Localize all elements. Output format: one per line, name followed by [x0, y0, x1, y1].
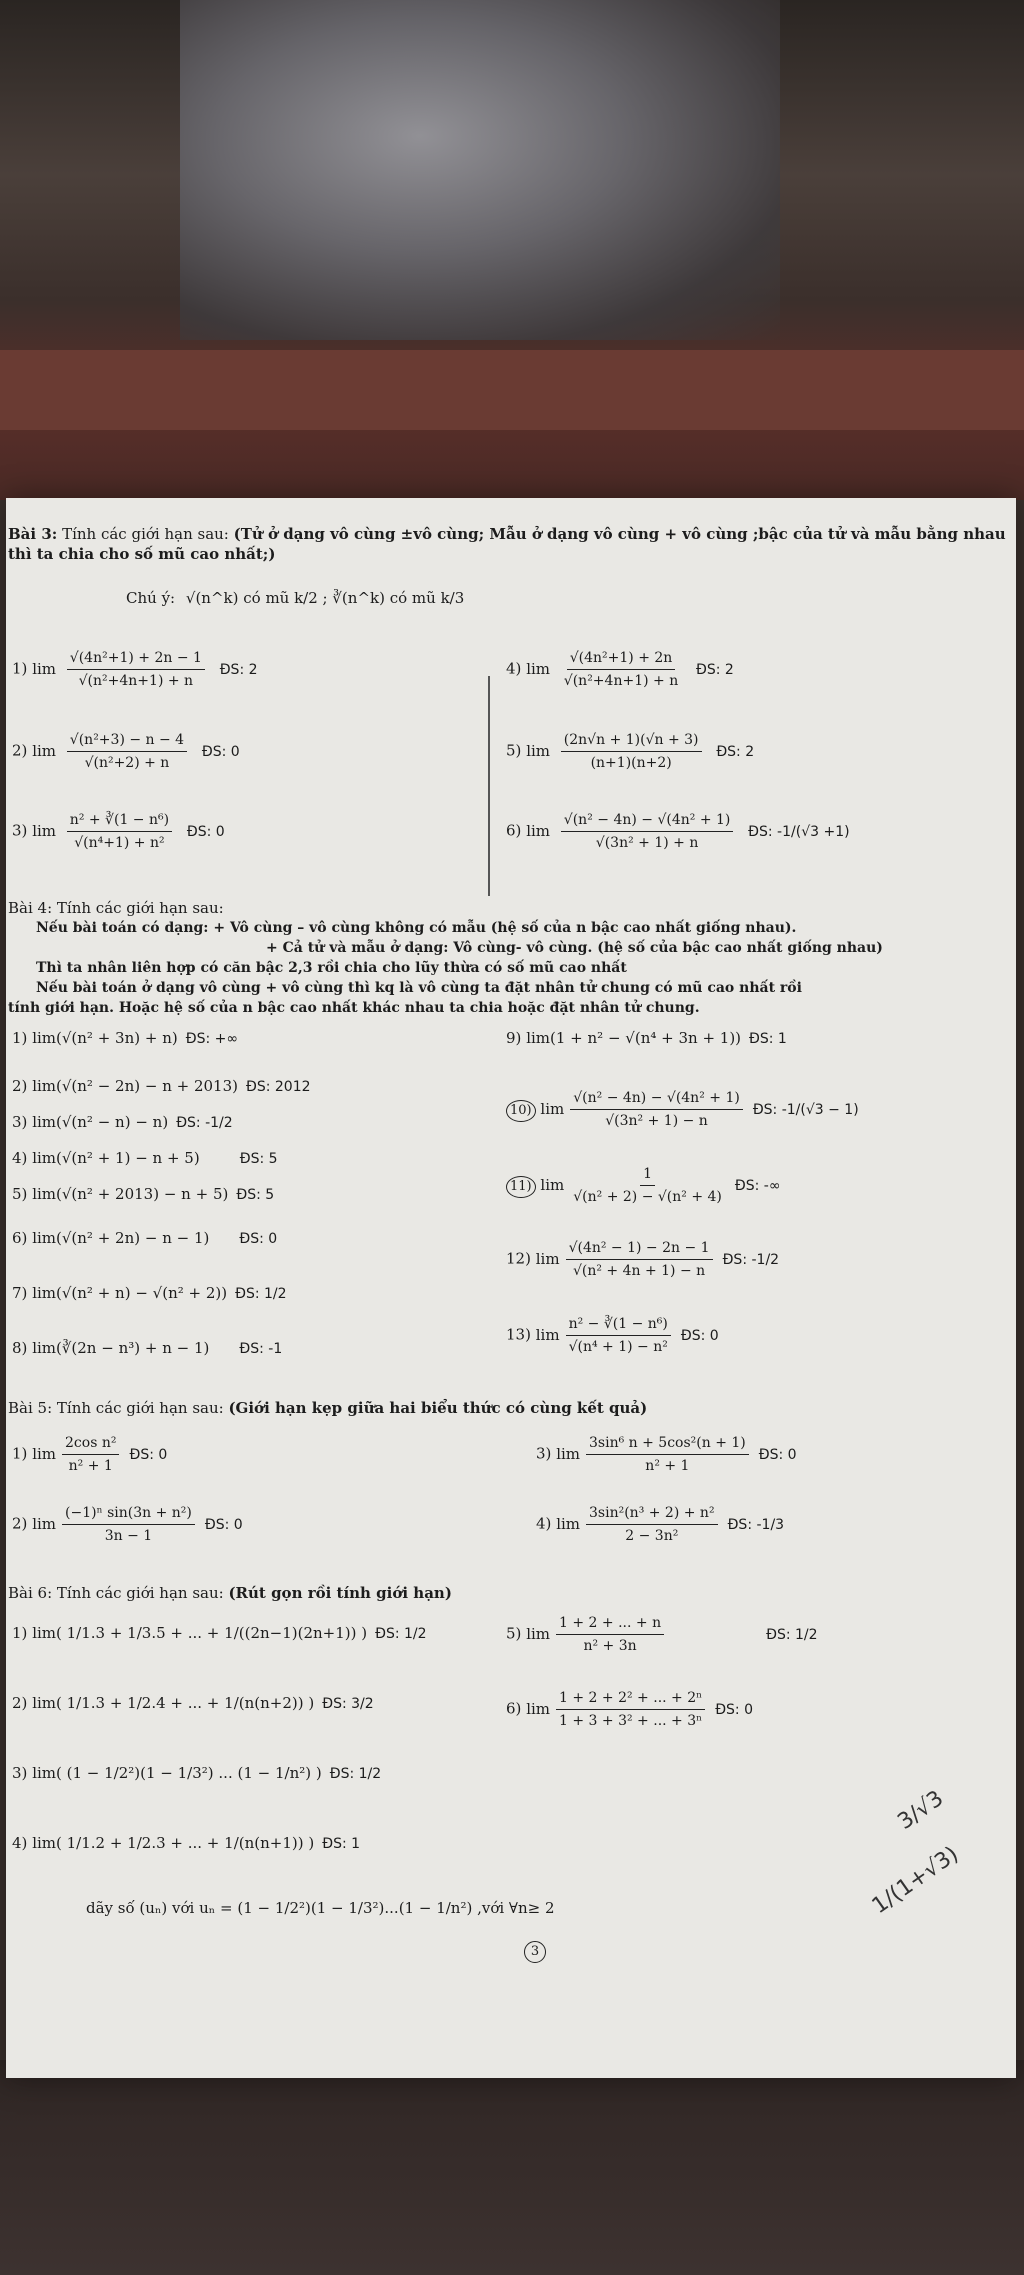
bai4-rule-3: Thì ta nhân liên hợp có căn bậc 2,3 rồi chia cho lũy thừa có số mũ cao nhất [36, 960, 627, 976]
bai4-left-6: 6) lim(√(n² + 2n) − n − 1) ĐS: 0 [12, 1229, 278, 1247]
bai5-item-3: 3) lim $\frac{\text{3sin⁶ n + 5cos²(n + 1)}}{\text{n² + 1}}$ ĐS: 0 [536, 1435, 797, 1474]
fabric-background [180, 0, 780, 340]
bai4-title: Bài 4: Tính các giới hạn sau: [8, 899, 224, 917]
bai6-item-2: 2) lim( 1/1.3 + 1/2.4 + ... + 1/(n(n+2)) ) ĐS: 3/2 [12, 1694, 374, 1712]
bai6-title: Bài 6: Tính các giới hạn sau: (Rút gọn rồi tính giới hạn) [8, 1584, 452, 1602]
shelf-edge [0, 350, 1024, 430]
bai4-right-9: 9) lim(1 + n² − √(n⁴ + 3n + 1)) ĐS: 1 [506, 1029, 787, 1047]
page-number: 3 [524, 1940, 546, 1963]
bai6-item-5: 5) lim $\frac{1 + 2 + ... + n}{\text{n² + 3n}}$ ĐS: 1/2 [506, 1615, 818, 1654]
bai6-item-1: 1) lim( 1/1.3 + 1/3.5 + ... + 1/((2n−1)(2n+1)) ) ĐS: 1/2 [12, 1624, 427, 1642]
worksheet-page [6, 498, 1016, 2078]
bai4-rule-1: Nếu bài toán có dạng: + Vô cùng – vô cùng không có mẫu (hệ số của n bậc cao nhất giống nhau). [36, 920, 797, 936]
bai4-left-5: 5) lim(√(n² + 2013) − n + 5) ĐS: 5 [12, 1185, 275, 1203]
bai5-item-2: 2) lim $\frac{\text{(−1)ⁿ sin(3n + n²)}}{3n - 1}$ ĐS: 0 [12, 1505, 243, 1544]
bai3-item-2: 2) lim $\frac{\text{√(n²+3) − n − 4}}{\text{√(n²+2) + n}}$ ĐS: 0 [12, 732, 240, 771]
bai3-item-3: 3) lim $\frac{\text{n² + ∛(1 − n⁶)}}{\text{√(n⁴+1) + n²}}$ ĐS: 0 [12, 812, 225, 851]
bai4-left-1: 1) lim(√(n² + 3n) + n) ĐS: +∞ [12, 1029, 239, 1047]
bai3-item-4: 4) lim $\frac{\text{√(4n²+1) + 2n}}{\text{√(n²+4n+1) + n}}$ ĐS: 2 [506, 650, 734, 689]
bai4-rule-2: + Cả tử và mẫu ở dạng: Vô cùng- vô cùng. (hệ số của bậc cao nhất giống nhau) [266, 940, 883, 956]
bai3-item-1: 1) lim $\frac{\text{√(4n²+1) + 2n − 1}}{\text{√(n²+4n+1) + n}}$ ĐS: 2 [12, 650, 258, 689]
column-divider [488, 676, 490, 896]
bai6-item-3: 3) lim( (1 − 1/2²)(1 − 1/3²) ... (1 − 1/n²) ) ĐS: 1/2 [12, 1764, 382, 1782]
bai4-rule-5: tính giới hạn. Hoặc hệ số của n bậc cao nhất khác nhau ta chia hoặc đặt nhân tử chung. [8, 1000, 700, 1016]
bai6-item-4: 4) lim( 1/1.2 + 1/2.3 + ... + 1/(n(n+1)) ) ĐS: 1 [12, 1834, 361, 1852]
bai6-sequence: dãy số (uₙ) với uₙ = (1 − 1/2²)(1 − 1/3²)...(1 − 1/n²) ,với ∀n≥ 2 [86, 1899, 555, 1917]
bai4-right-13: 13) lim $\frac{\text{n² − ∛(1 − n⁶)}}{\text{√(n⁴ + 1) − n²}}$ ĐS: 0 [506, 1316, 719, 1355]
bai4-right-12: 12) lim $\frac{\text{√(4n² − 1) − 2n − 1}}{\text{√(n² + 4n + 1) − n}}$ ĐS: -1/2 [506, 1240, 780, 1279]
bai4-rule-4: Nếu bài toán ở dạng vô cùng + vô cùng thì kq là vô cùng ta đặt nhân tử chung có mũ cao nhất rồi [36, 980, 802, 996]
bai4-right-10: 10) lim $\frac{\text{√(n² − 4n) − √(4n² + 1)}}{\text{√(3n² + 1) − n}}$ ĐS: -1/(√3 − 1) [506, 1088, 859, 1131]
bai4-left-4: 4) lim(√(n² + 1) − n + 5) ĐS: 5 [12, 1149, 278, 1167]
bai3-item-5: 5) lim $\frac{(2n√n + 1)(√n + 3)}{(n+1)(n+2)}$ ĐS: 2 [506, 732, 755, 771]
bai5-title: Bài 5: Tính các giới hạn sau: (Giới hạn kẹp giữa hai biểu thức có cùng kết quả) [8, 1399, 648, 1417]
bai5-item-4: 4) lim $\frac{\text{3sin²(n³ + 2) + n²}}{\text{2 − 3n²}}$ ĐS: -1/3 [536, 1505, 785, 1544]
bai6-item-6: 6) lim $\frac{\text{1 + 2 + 2² + ... + 2ⁿ}}{\text{1 + 3 + 3² + ... + 3ⁿ}}$ ĐS: 0 [506, 1690, 753, 1729]
bai3-item-6: 6) lim $\frac{\text{√(n² − 4n) − √(4n² + 1)}}{\text{√(3n² + 1) + n}}$ ĐS: -1/(√3 +1) [506, 812, 850, 851]
bai4-left-2: 2) lim(√(n² − 2n) − n + 2013) ĐS: 2012 [12, 1077, 311, 1095]
bai4-right-11: 11) lim $\frac{1}{\text{√(n² + 2) − √(n² + 4)}}$ ĐS: -∞ [506, 1164, 781, 1207]
bai3-title: Bài 3: Tính các giới hạn sau: (Tử ở dạng vô cùng ±vô cùng; Mẫu ở dạng vô cùng + vô cùng ;bậc của tử và mẫu bằng nhau thì ta chia cho số mũ cao nhất;) [8, 525, 1006, 563]
bai4-left-8: 8) lim(∛(2n − n³) + n − 1) ĐS: -1 [12, 1339, 283, 1357]
handwritten-note-2: 1/(1+√3) [867, 1841, 964, 1920]
handwritten-note-1: 3/√3 [893, 1786, 949, 1835]
bai5-item-1: 1) lim $\frac{\text{2cos n²}}{\text{n² + 1}}$ ĐS: 0 [12, 1435, 168, 1474]
photo-background-bottom [0, 2060, 1024, 2275]
photo-background-top [0, 0, 1024, 500]
bai4-left-7: 7) lim(√(n² + n) − √(n² + 2)) ĐS: 1/2 [12, 1284, 287, 1302]
bai4-left-3: 3) lim(√(n² − n) − n) ĐS: -1/2 [12, 1113, 233, 1131]
bai3-note: Chú ý: √(n^k) có mũ k/2 ; ∛(n^k) có mũ k/3 [126, 589, 465, 607]
